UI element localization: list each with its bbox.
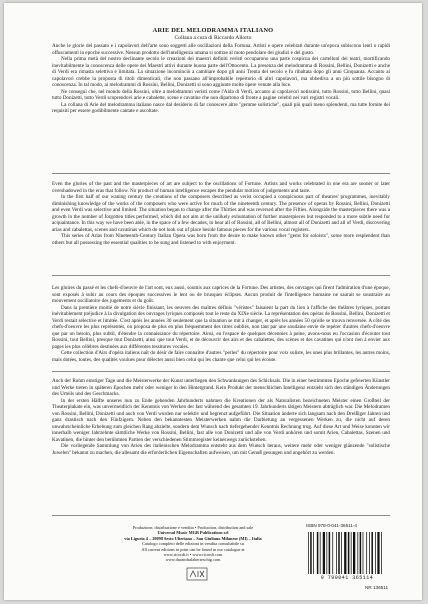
divider <box>52 173 390 174</box>
paragraph: Dans la première moitié de notre siècle finissant, les oeuvres des maîtres définis "véristes" faisaient la part du lion à l'affiche des théâtres lyriques, portant inévitablement préjudice à la divulgation des ouvrages lyriques composés tout le reste du XIXe siècle. La représentation des opéras de Rossini, Bellini, Donizetti et Verdi restait sélective et limitée. C'est après les années 30 seulement que la situation se mit à changer, et après les années 50 qu'elle se trouva renversée. A côté des chefs-d'oeuvre les plus représentés, on proposa de plus en plus fréquemment des titres oubliés, non tant par une soudaine envie de repérer d'autres chefs-d'oeuvre que par un besoin, plus subtil, d'étendre la connaissance du répertoire. Ainsi, en l'espace de quelques décennies à peine, avons-nous eu l'occasion d'écouter tout Rossini, tout Bellini, presque tout Donizetti, ainsi que tout Verdi, et de découvrir des airs et des cabalettes, des scènes et des cavatines qui n'ont rien à envier aux pages les plus célèbres destinées aux différentes tessitures vocales. <box>52 304 390 350</box>
publisher-web[interactable]: www.ricordi.it • www.ricordi.com <box>163 552 223 558</box>
publisher-web[interactable]: www.durandsalaberteschig.com <box>165 557 221 563</box>
publisher-address: via Liguria 4 – 20098 Sesto Ulteriano – San Giuliano Milanese (MI) – Italia <box>124 535 262 541</box>
german-text <box>52 378 390 457</box>
publisher-line: Catalogo completo delle edizioni in vendita consultabile su <box>142 541 244 547</box>
series-title: ARIE DEL MELODRAMMA ITALIANO <box>152 27 274 34</box>
paragraph: Les gloires du passé et les chefs-d'oeuvre de l'art sont, eux aussi, soumis aux caprices de la Fortune. Des artistes, des ouvrages qui firent l'admiration d'une époque, sont exposés à subir au cours des époques successives le lent ou de brusques éclipses. Aucun produit de l'intelligence humaine ne saurait se soustraire au mouvement oscillatoire des jugements et du goût. <box>52 285 390 305</box>
paragraph: In the first half of our waning century the creations of the composers described as verist occupied a conspicuous part of theatres' programmes, inevitably diminishing knowledge of the works of the composers who were active for much of the nineteenth century. The presence of operas by Rossini, Bellini, Donizetti and even Verdi was selective and limited. The situation began to change after the Thirties and was reversed after the Fifties. Alongside the masterpieces there was a growth in the number of forgotten titles performed, which did not aim at the unlikely exhumation of further masterpieces but responded to a more subtle need for acquaintance. In this way we have been able, in the space of a few decades, to hear all of Rossini, all of Bellini, almost all of Donizetti and all of Verdi, discovering arias and cabalettas, scenes and cavatinas which do not look out of place beside famous pieces for the various vocal registers. <box>52 194 390 233</box>
publisher-name: Universal Music MGB Publications srl <box>157 530 229 536</box>
publisher-line: Produzione, distribuzione e vendita • Production, distribution and sale <box>132 525 254 530</box>
footer <box>52 523 390 593</box>
paragraph: Nella prima metà del nostro declinante secolo le creazioni dei maestri definiti veristi occuparono una parte cospicua dei cartelloni dei teatri, mortificando inevitabilmente la conoscenza delle opere dei Maestri attivi durante buona parte dell'Ottocento. La presenza del melodramma di Rossini, Bellini, Donizetti e anche di Verdi era rimasta selettiva e limitata. La situazione incominciò a cambiare dopo gli anni Trenta del secolo e fu ribaltata dopo gli anni Cinquanta. Accanto ai capolavori crebbe la proposta di titoli dimenticati, che non passano all'improbabile repertorio di altri capolavori, ma obbediva a un più sottile bisogno di conoscenza. In tal modo, ai melodrammi di Rossini, Bellini, Donizetti si sono aggiunte molte opere venute alla luce. <box>52 56 390 89</box>
divider <box>52 515 390 516</box>
french-text <box>52 285 390 364</box>
back-cover-page <box>4 3 422 600</box>
english-text <box>52 181 390 246</box>
catalog-number: NR 136511 <box>365 585 388 590</box>
publisher-logo-icon <box>186 567 208 581</box>
paragraph: Even the glories of the past and the masterpieces of art are subject to the oscillations of Fortune. Artists and works celebrated in one era are sooner or later overshadowed in the eras that follow. No product of human intelligence escapes the pendular motion of judgements and taste. <box>52 181 390 194</box>
italian-text <box>52 43 390 115</box>
isbn-label: ISBN 978-0-041-36511-4 <box>306 523 357 528</box>
barcode-number: 9 790041 365114 <box>320 575 374 581</box>
paragraph: In der ersten Hälfte unseres nun zu Ende gehenden Jahrhunderts nahmen die Kreationen der als Naturalisten bezeichneten Meister einen Großteil der Theaterplakate ein, was unvermeidlich der Kenntnis von Werken der fast während des gesamten 19. Jahrhunderts tätigen Meistern abträglich war. Die Melodramen von Rossini, Bellini, Donizetti und auch von Verdi wurden nur selektiv und begrenzt aufgeführt. Die Situation änderte sich langsam nach den Dreißiger Jahren und ganz drastisch nach den Fünfzigern. Neben den bekanntesten Meisterwerken nahm die Darbietung an vergessenen Werken zu, die nicht auf deren unwahrscheinliche Erhebung zum gleichen Rang abzielte, sondern dem Wunsch nach tiefergehender Kenntnis Rechnung trug. Auf diese Art und Weise konnten wir innerhalb weniger Jahrzehnte sämtliche Werke von Rossini, Bellini, fast alle von Donizetti und alle von Verdi anhören und somit Arien, Cabalettas, Szenen und Kavatinen, die hinter den berühmten Partien der verschiedenen Stimmregister keineswegs zurückstehen. <box>52 397 390 443</box>
paragraph: Die vorliegende Sammlung von Arien des italienischen Melodramma entsteht aus dem Wunsch heraus, weitere mehr oder weniger glänzende "solistische Juwelen" bekannt zu machen, die allesamt die erforderlichen Eigenschaften aufweisen, um mit Genuß gesungen und angehört zu werden. <box>52 443 390 457</box>
barcode-icon <box>306 532 388 574</box>
header <box>4 27 422 41</box>
publisher-info <box>100 525 286 563</box>
paragraph: Auch der Ruhm einstiger Tage und die Meisterwerke der Kunst unterliegen den Schwankungen des Schicksals. Die in einer bestimmten Epoche gefeierten Künstler und Werke treten in späteren Epochen mehr oder weniger in den Hintergrund. Kein Produkt der menschlichen Intelligenz entzieht sich den ständigen Änderungen des Urteils und des Geschmacks. <box>52 378 390 398</box>
series-editor: Collana a cura di Riccardo Allorto <box>174 35 252 41</box>
paragraph: Anche le glorie del passato e i capolavori dell'arte sono soggetti alle oscillazioni della Fortuna. Artisti e opere celebrati durante un'epoca subiscono lenti o rapidi offuscamenti in epoche successive. Nessun prodotto dell'intelligenza umana si sottrae al moto pendolare dei giudizi e del gusto. <box>52 43 390 56</box>
paragraph: Cette collection d'Airs d'opéra italiens naît du désir de faire connaître d'autres "perles" du répertoire pour voix soliste, les unes plus brillantes, les autres moins, mais dotées, toutes, des qualités voulues pour délecter aussi bien celui qui les chante que celui qui les écoute. <box>52 350 390 364</box>
paragraph: La collana di Arie del melodramma italiano nasce dal desiderio di far conoscere altre "gemme solistiche", quali più quali meno splendenti, ma tutte fornite dei requisiti per essere godibilmente cantate e ascoltate. <box>52 101 390 115</box>
publisher-line: All current editions in print can be found in our catalogue at <box>141 546 245 552</box>
paragraph: Ne conseguì che, nel mondo della Rossini, oltre a melodrammi veristi come l'Aida di Verdi, accanto ai capolavori notissimi, tutto Rossini, tutto Bellini, quasi tutto Donizetti, tutto Verdi scoprendovi arie e cabalette, scene e cavatine che non dipartono di fronte a pagine celebri nei vari registri vocali. <box>52 88 390 102</box>
divider <box>52 371 390 372</box>
divider <box>52 275 390 276</box>
paragraph: This series of Arias from Nineteenth-Century Italian Opera was born from the desire to make known other "gems for soloists", some more resplendent than others but all possessing the essential qualities to be sung and listened to with enjoyment. <box>52 233 390 246</box>
